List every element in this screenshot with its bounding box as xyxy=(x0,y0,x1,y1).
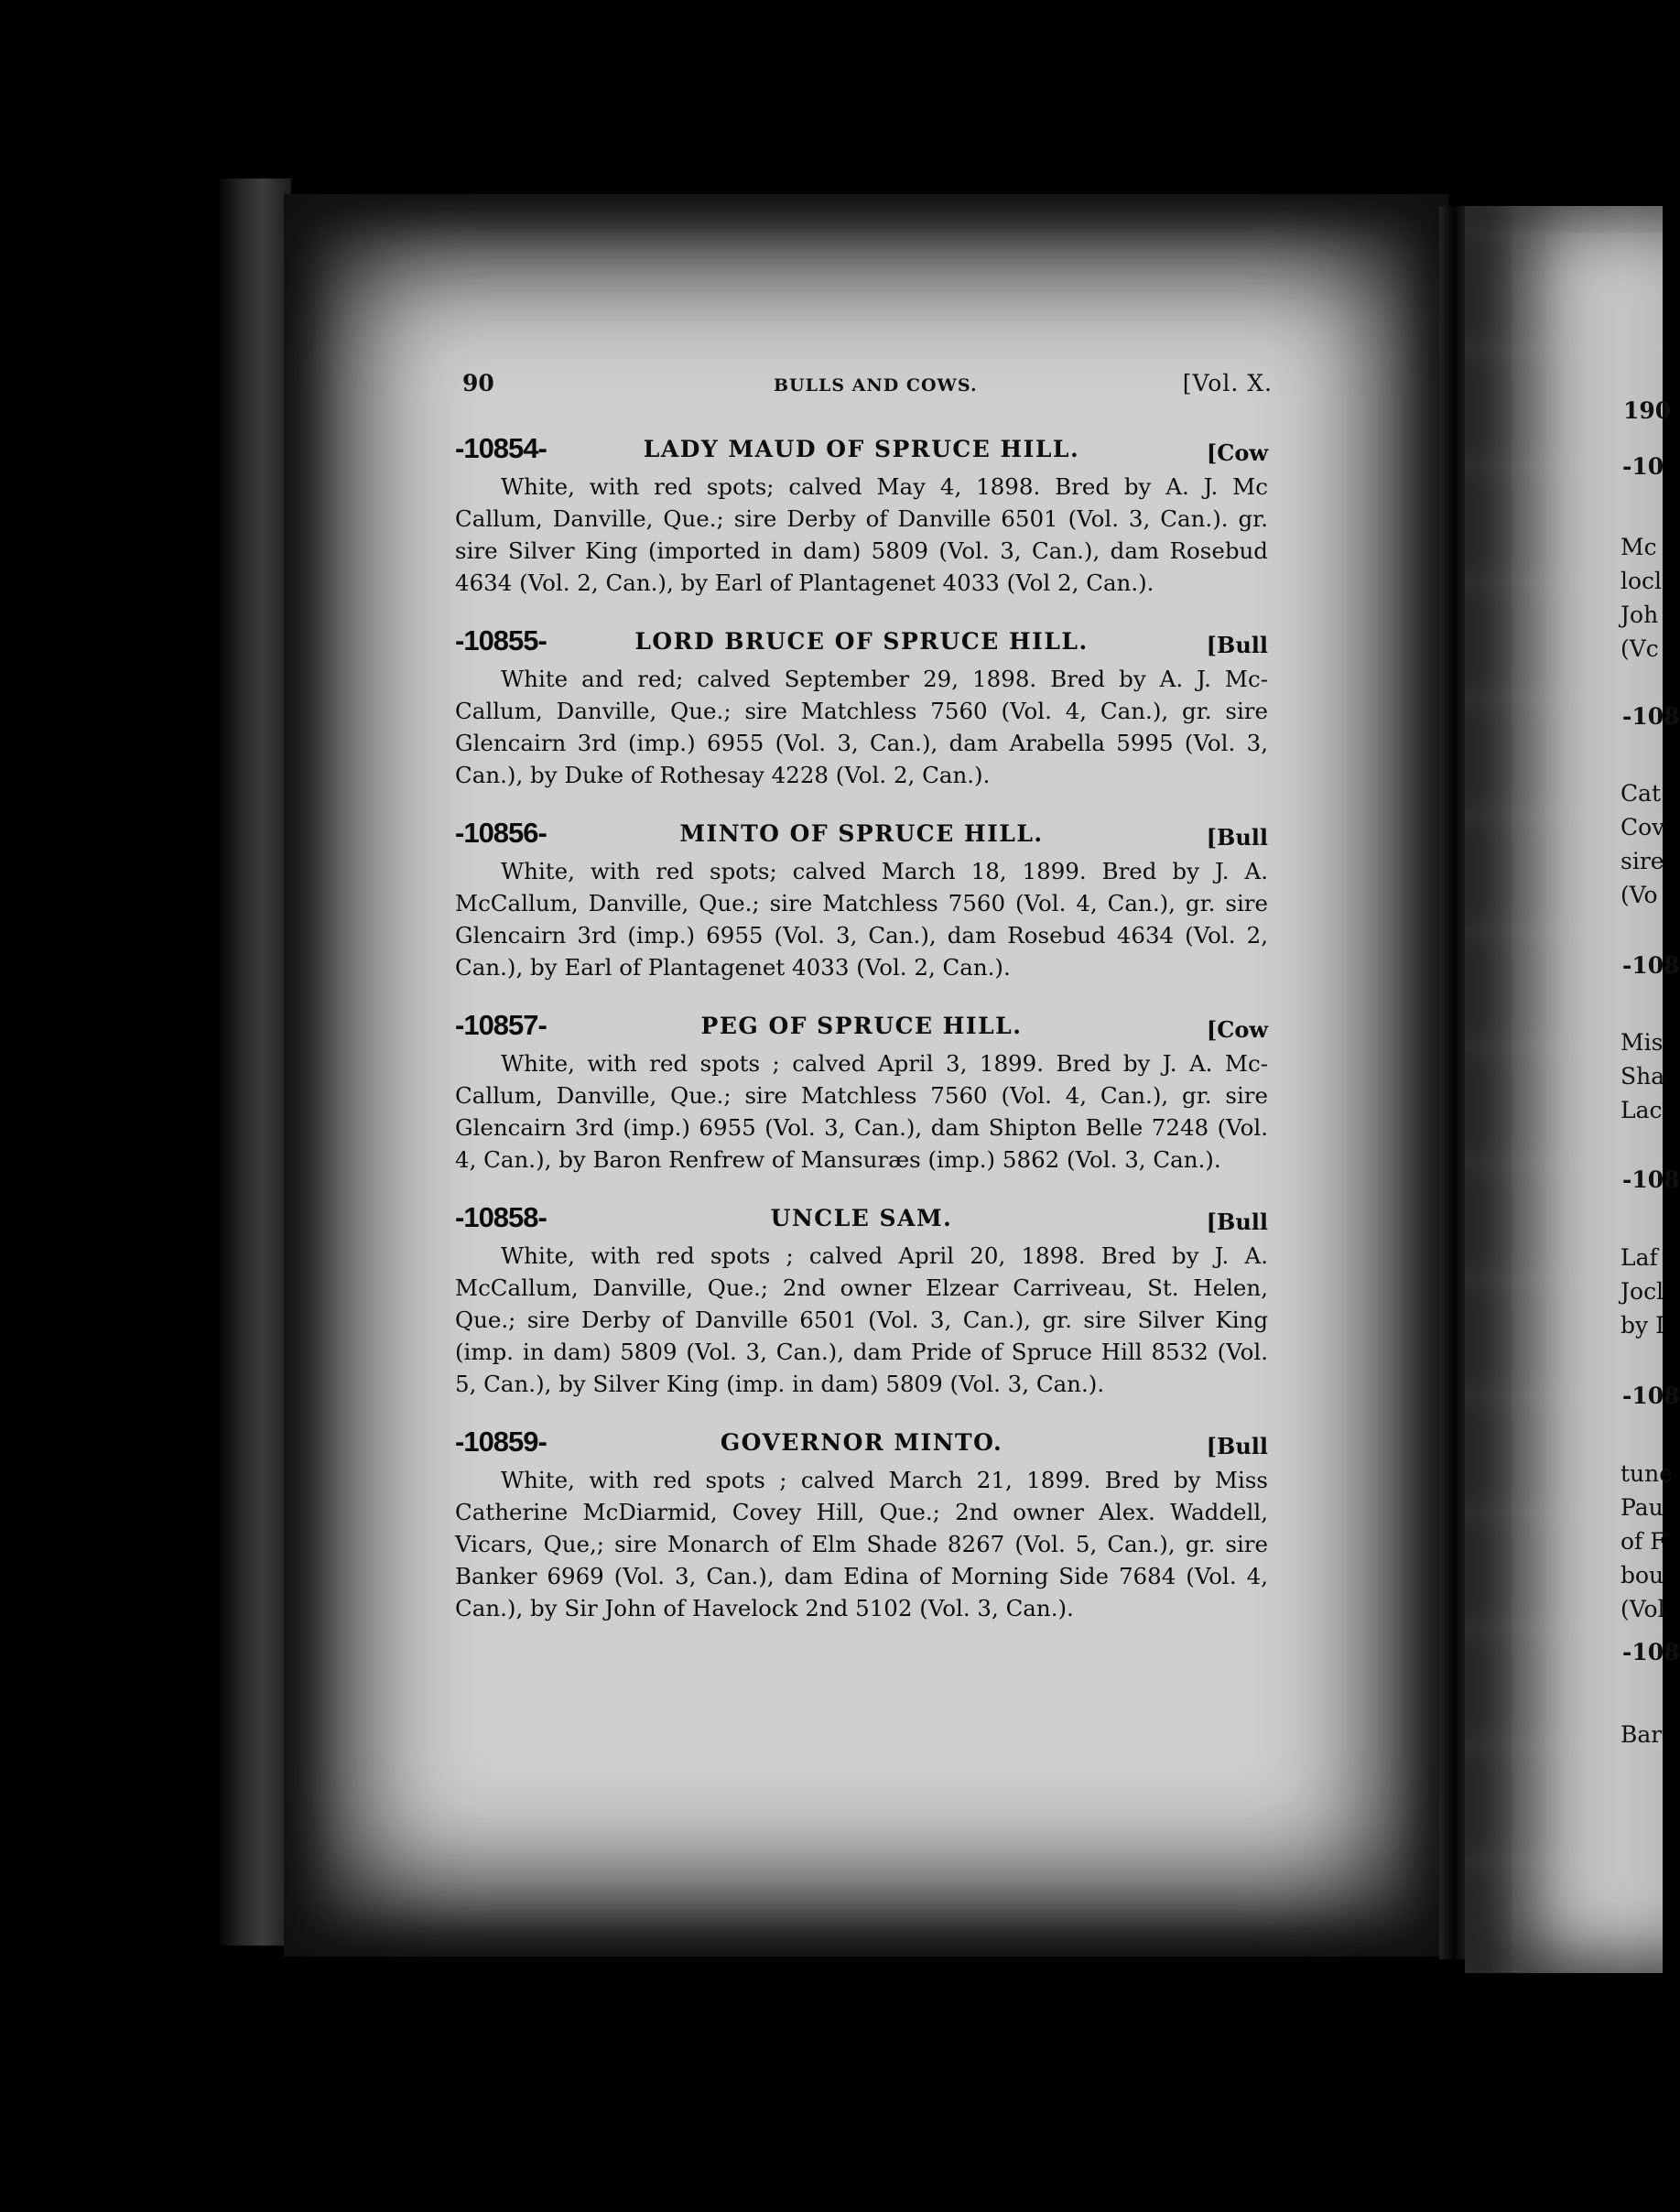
entry-list xyxy=(455,430,1268,1648)
entry-name: GOVERNOR MINTO. xyxy=(720,1429,1003,1456)
entry-name: MINTO OF SPRUCE HILL. xyxy=(679,820,1044,847)
right-page-fragment: -108 xyxy=(1622,1639,1680,1665)
right-page-fragment: (Vo xyxy=(1620,882,1658,908)
entry-name: LADY MAUD OF SPRUCE HILL. xyxy=(643,436,1080,462)
right-page-fragment: Joh xyxy=(1620,602,1659,628)
page-header xyxy=(462,370,1273,407)
right-page-fragment: -108 xyxy=(1622,703,1680,730)
entry-number: -10856- xyxy=(455,817,547,849)
right-page-fragment: sire xyxy=(1620,848,1664,874)
entry-number: -10854- xyxy=(455,432,547,464)
entry-number: -10859- xyxy=(455,1426,547,1458)
right-page-fragment: Lac xyxy=(1620,1097,1663,1123)
herd-entry xyxy=(455,623,1268,791)
entry-sex: [Bull xyxy=(1206,632,1268,658)
entry-heading xyxy=(455,623,1268,663)
herd-entry xyxy=(455,815,1268,983)
right-page-fragment: by I xyxy=(1620,1312,1664,1339)
right-page-fragment: Bar xyxy=(1620,1721,1663,1748)
right-page-number: 190 xyxy=(1623,397,1672,424)
entry-description: White, with red spots ; calved April 20, 1898. Bred by J. A. McCallum, Danville, Que.; 2nd owner Elzear Carriveau, St. Helen, Que.; sire Derby of Danville 6501 (Vol. 3, Can.), gr. sire Silver King (imp. in dam) 5809 (Vol. 3, Can.), dam Pride of Spruce Hill 8532 (Vol. 5, Can.), by Silver King (imp. in dam) 5809 (Vol. 3, Can.). xyxy=(455,1242,1268,1397)
entry-heading xyxy=(455,1199,1268,1240)
right-page-fragment: Jocl xyxy=(1620,1278,1664,1305)
herd-entry xyxy=(455,1424,1268,1624)
volume-label: [Vol. X. xyxy=(1182,370,1273,396)
right-page-fragment: -108 xyxy=(1622,1382,1680,1409)
entry-description: White, with red spots; calved May 4, 1898. Bred by A. J. Mc Callum, Danville, Que.; sire Derby of Danville 6501 (Vol. 3, Can.). gr. sire Silver King (imported in dam) 5809 (Vol. 3, Can.), dam Rosebud 4634 (Vol. 2, Can.), by Earl of Plantagenet 4033 (Vol 2, Can.). xyxy=(455,473,1268,596)
entry-heading xyxy=(455,1424,1268,1464)
right-page-fragment: locl xyxy=(1620,568,1663,594)
entry-sex: [Bull xyxy=(1206,1433,1268,1459)
entry-name: PEG OF SPRUCE HILL. xyxy=(700,1013,1023,1039)
page-number: 90 xyxy=(462,370,494,396)
entry-description: White, with red spots ; calved March 21, 1899. Bred by Miss Catherine McDiarmid, Covey Hill, Que.; 2nd owner Alex. Waddell, Vicars, Que,; sire Monarch of Elm Shade 8267 (Vol. 5, Can.), gr. sire Banker 6969 (Vol. 3, Can.), dam Edina of Morning Side 7684 (Vol. 4, Can.), by Sir John of Havelock 2nd 5102 (Vol. 3, Can.). xyxy=(455,1467,1268,1621)
entry-number: -10857- xyxy=(455,1009,547,1041)
right-page-fragment: Cat xyxy=(1620,780,1662,807)
right-page-fragment: -10 xyxy=(1622,453,1664,480)
right-page-fragment: bou xyxy=(1620,1562,1664,1589)
book-spine-edge xyxy=(220,179,291,1946)
herd-entry xyxy=(455,430,1268,599)
right-page-fragment: Sha xyxy=(1620,1063,1665,1090)
entry-heading xyxy=(455,1007,1268,1047)
right-page-fragment: Cov xyxy=(1620,814,1665,840)
entry-sex: [Cow xyxy=(1206,1016,1268,1043)
right-page-fragment: Laf xyxy=(1620,1244,1658,1271)
right-page-fragment: (Vc xyxy=(1620,635,1659,662)
entry-heading xyxy=(455,430,1268,471)
entry-heading xyxy=(455,815,1268,855)
right-page-fragment: Mis xyxy=(1620,1029,1664,1056)
entry-sex: [Bull xyxy=(1206,1209,1268,1235)
entry-sex: [Bull xyxy=(1206,824,1268,851)
herd-entry xyxy=(455,1199,1268,1400)
right-page-fragment: Pau xyxy=(1620,1494,1664,1521)
right-page-fragment: tune xyxy=(1620,1460,1674,1487)
entry-description: White and red; calved September 29, 1898. Bred by A. J. Mc-Callum, Danville, Que.; sire Matchless 7560 (Vol. 4, Can.), gr. sire Glencairn 3rd (imp.) 6955 (Vol. 3, Can.), dam Arabella 5995 (Vol. 3, Can.), by Duke of Rothesay 4228 (Vol. 2, Can.). xyxy=(455,666,1268,788)
entry-description: White, with red spots ; calved April 3, 1899. Bred by J. A. Mc-Callum, Danville, Que.; sire Matchless 7560 (Vol. 4, Can.), gr. sire Glencairn 3rd (imp.) 6955 (Vol. 3, Can.), dam Shipton Belle 7248 (Vol. 4, Can.), by Baron Renfrew of Mansuræs (imp.) 5862 (Vol. 3, Can.). xyxy=(455,1050,1268,1173)
herd-entry xyxy=(455,1007,1268,1176)
entry-number: -10858- xyxy=(455,1201,547,1233)
running-title: BULLS AND COWS. xyxy=(774,375,978,396)
entry-description: White, with red spots; calved March 18, 1899. Bred by J. A. McCallum, Danville, Que.; sire Matchless 7560 (Vol. 4, Can.), gr. sire Glencairn 3rd (imp.) 6955 (Vol. 3, Can.), dam Rosebud 4634 (Vol. 2, Can.), by Earl of Plantagenet 4033 (Vol. 2, Can.). xyxy=(455,858,1268,981)
entry-name: LORD BRUCE OF SPRUCE HILL. xyxy=(634,628,1089,655)
entry-sex: [Cow xyxy=(1206,439,1268,466)
entry-number: -10855- xyxy=(455,624,547,656)
right-page-fragment: (Vol xyxy=(1620,1596,1665,1622)
entry-name: UNCLE SAM. xyxy=(770,1205,953,1231)
right-page-fragment: -108 xyxy=(1622,952,1680,979)
right-page-fragment: -108 xyxy=(1622,1166,1680,1193)
right-page-fragment: of F xyxy=(1620,1528,1666,1555)
right-page-fragment: Mc xyxy=(1620,534,1657,560)
